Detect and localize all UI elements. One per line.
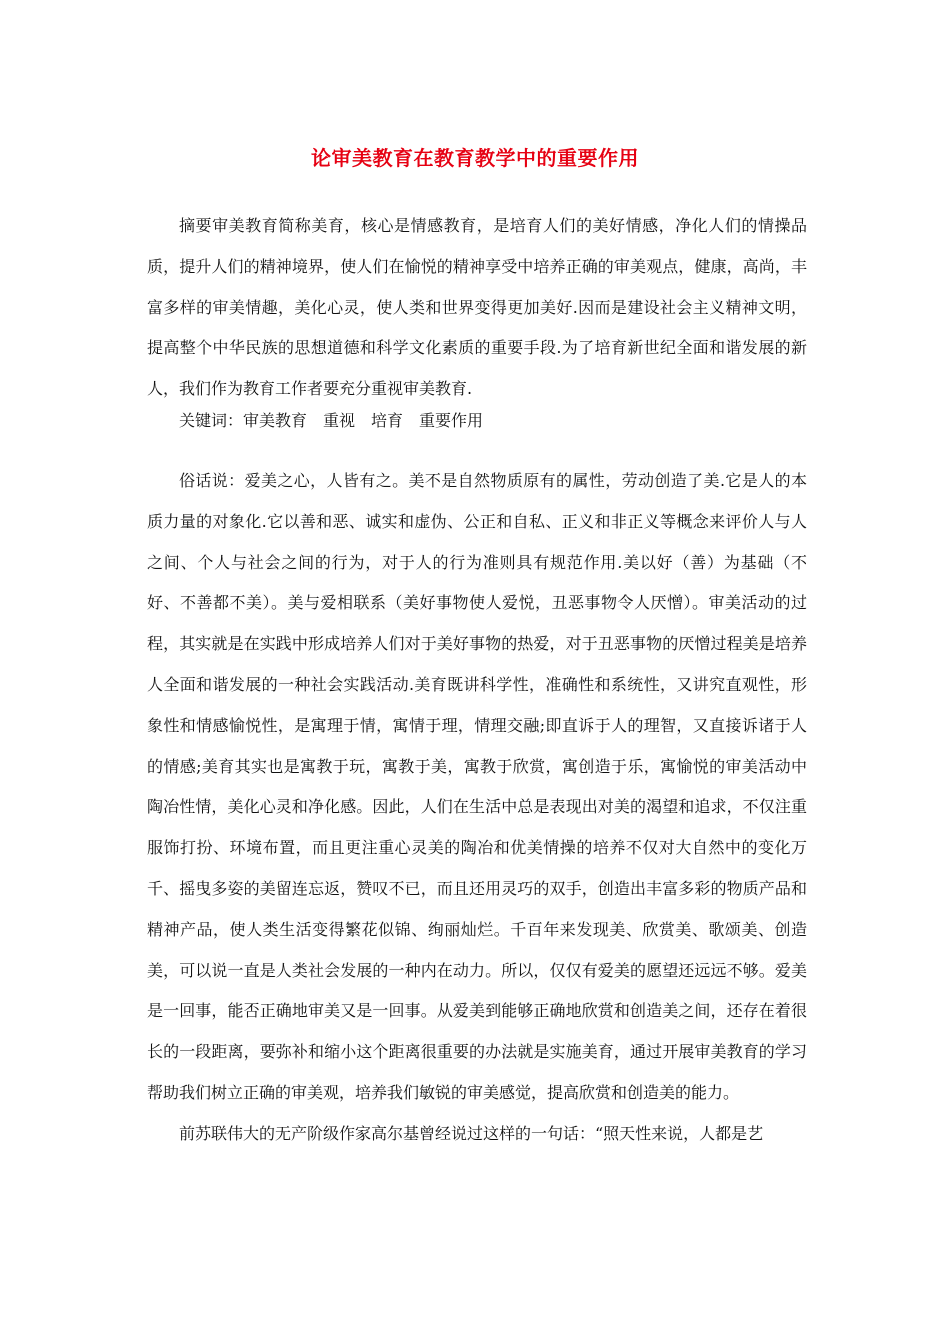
keywords-line: 关键词：审美教育 重视 培育 重要作用 [179, 411, 484, 430]
keywords-section [147, 401, 807, 442]
abstract-section [147, 206, 807, 410]
document-title: 论审美教育在教育教学中的重要作用 [311, 146, 639, 170]
main-body [147, 461, 807, 1155]
body-paragraph-2: 前苏联伟大的无产阶级作家高尔基曾经说过这样的一句话：“照天性来说，人都是艺 [179, 1123, 764, 1143]
body-paragraph-1: 俗话说：爱美之心，人皆有之。美不是自然物质原有的属性，劳动创造了美.它是人的本质力量的对象化.它以善和恶、诚实和虚伪、公正和自私、正义和非正义等概念来评价人与人之间、个人与社会之间的行为，对于人的行为准则具有规范作用.美以好（善）为基础（不好、不善都不美）。美与爱相联系（美好事物使人爱悦，丑恶事物令人厌憎）。审美活动的过程，其实就是在实践中形成培养人们对于美好事物的热爱，对于丑恶事物的厌憎过程美是培养人全面和谐发展的一种社会实践活动.美育既讲科学性，准确性和系统性，又讲究直观性，形象性和情感愉悦性，是寓理于情，寓情于理，情理交融;即直诉于人的理智，又直接诉诸于人的情感;美育其实也是寓教于玩，寓教于美，寓教于欣赏，寓创造于乐，寓愉悦的审美活动中陶冶性情，美化心灵和净化感。因此，人们在生活中总是表现出对美的渴望和追求，不仅注重服饰打扮、环境布置，而且更注重心灵美的陶冶和优美情操的培养不仅对大自然中的变化万千、摇曳多姿的美留连忘返，赞叹不已，而且还用灵巧的双手，创造出丰富多彩的物质产品和精神产品，使人类生活变得繁花似锦、绚丽灿烂。千百年来发现美、欣赏美、歌颂美、创造美，可以说一直是人类社会发展的一种内在动力。所以，仅仅有爱美的愿望还远远不够。爱美是一回事，能否正确地审美又是一回事。从爱美到能够正确地欣赏和创造美之间，还存在着很长的一段距离，要弥补和缩小这个距离很重要的办法就是实施美育，通过开展审美教育的学习帮助我们树立正确的审美观，培养我们敏锐的审美感觉，提高欣赏和创造美的能力。 [147, 471, 807, 1102]
abstract-paragraph: 摘要审美教育简称美育，核心是情感教育，是培育人们的美好情感，净化人们的情操品质，提升人们的精神境界，使人们在愉悦的精神享受中培养正确的审美观点，健康，高尚，丰富多样的审美情趣，美化心灵，使人类和世界变得更加美好.因而是建设社会主义精神文明，提高整个中华民族的思想道德和科学文化素质的重要手段.为了培育新世纪全面和谐发展的新人，我们作为教育工作者要充分重视审美教育. [147, 216, 807, 399]
